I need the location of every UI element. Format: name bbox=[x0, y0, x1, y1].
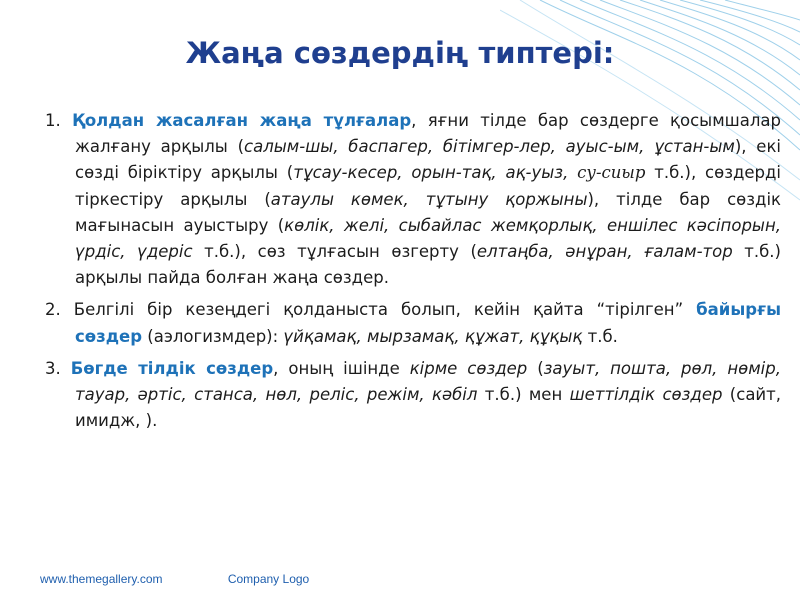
list-item bbox=[45, 297, 781, 349]
highlighted-term: Қолдан жасалған жаңа тұлғалар bbox=[72, 111, 412, 130]
list-item-text: ), екі сөзді біріктіру арқылы ( bbox=[75, 137, 781, 183]
footer-website[interactable]: www.themegallery.com bbox=[40, 572, 163, 586]
list-item-text: (аэлогизмдер): bbox=[142, 326, 284, 346]
list-item bbox=[45, 108, 781, 291]
list-item-text: т.б.), сөздерді тіркестіру арқылы ( bbox=[75, 163, 781, 209]
example-words: елтаңба, әнұран, ғалам-тор bbox=[476, 242, 733, 262]
list-item-text: , яғни тілде бар сөздерге қосымшалар жалғану арқылы ( bbox=[75, 111, 781, 157]
example-words: тұсау-кесер, орын-тақ, ақ-уыз, bbox=[293, 163, 578, 183]
example-words: көлік, желі, сыбайлас жемқорлық, еншілес кәсіпорын, үрдіс, үдеріс bbox=[75, 215, 781, 262]
example-words: су-сиыр bbox=[577, 163, 646, 183]
footer-company-logo: Company Logo bbox=[227, 572, 310, 586]
list-item-number: 2. bbox=[45, 300, 74, 320]
example-words: үйқамақ, мырзамақ, құжат, құқық bbox=[283, 326, 583, 346]
list-item-text: ), тілде бар сөздік мағынасын ауыстыру ( bbox=[75, 189, 781, 235]
list-item-text: т.б.) арқылы пайда болған жаңа сөздер. bbox=[75, 242, 781, 288]
list-item-text: , оның ішінде bbox=[273, 358, 410, 378]
example-words: кірме сөздер bbox=[409, 358, 528, 378]
list-item-text: Белгілі бір кезеңдегі қолданыста болып, кейін қайта “тірілген” bbox=[73, 300, 697, 320]
slide-title: Жаңа сөздердің типтері: bbox=[185, 36, 615, 70]
footer bbox=[40, 572, 371, 586]
example-words: салым-шы, баспагер, бітімгер-лер, ауыс-ым, ұстан-ым bbox=[244, 137, 735, 157]
highlighted-term: байырғы сөздер bbox=[75, 300, 781, 346]
list-item-number: 1. bbox=[45, 111, 73, 130]
example-words: атаулы көмек, тұтыну қоржыны bbox=[270, 189, 588, 209]
list-item-number: 3. bbox=[45, 358, 71, 378]
highlighted-term: Бөгде тілдік сөздер bbox=[70, 358, 274, 378]
example-words: зауыт, пошта, рөл, нөмір, тауар, әртіс, станса, нөл, реліс, режім, кәбіл bbox=[75, 358, 781, 405]
example-words: шеттілдік сөздер bbox=[569, 385, 723, 405]
list-item-text: (сайт, имидж, ). bbox=[75, 385, 782, 431]
slide-content bbox=[45, 108, 781, 440]
list-item bbox=[45, 356, 781, 435]
list-item-text: т.б.) мен bbox=[477, 385, 570, 405]
list-item-text: т.б.), сөз тұлғасын өзгерту ( bbox=[192, 242, 477, 262]
list-item-text: ( bbox=[527, 358, 544, 378]
list-item-text: т.б. bbox=[582, 326, 618, 346]
